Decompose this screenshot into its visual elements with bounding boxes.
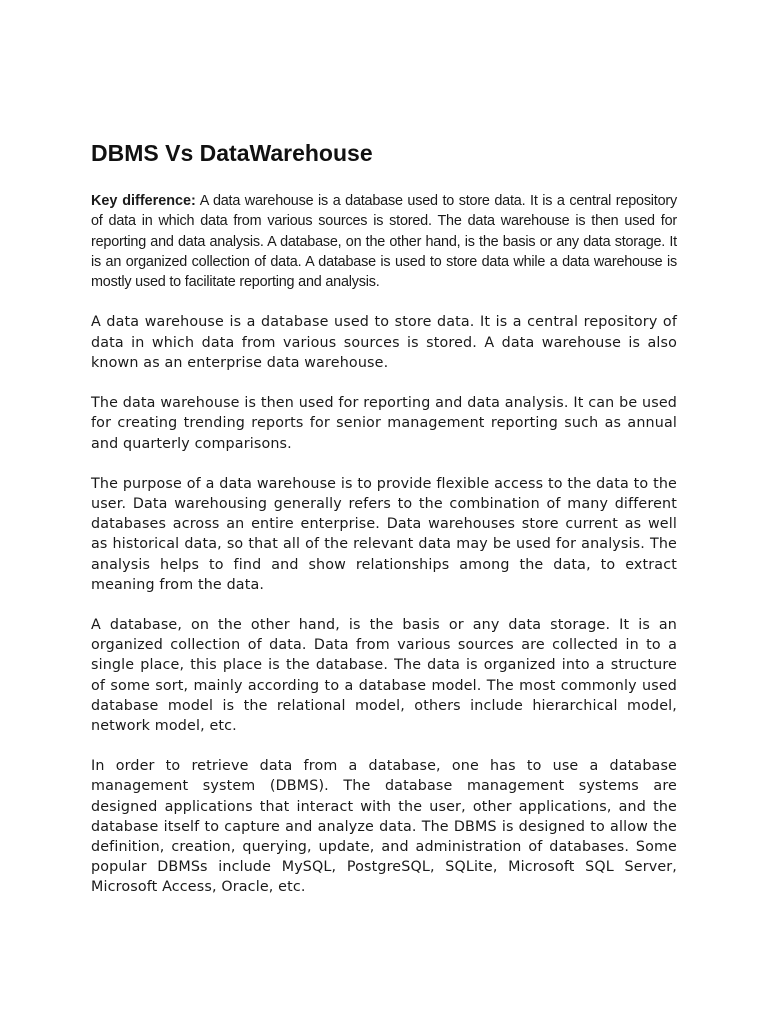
key-difference-label: Key difference:: [91, 193, 196, 209]
body-paragraph: A data warehouse is a database used to store data. It is a central repository of data in which data from various sources is stored. A data warehouse is also known as an enterprise data warehouse.: [91, 314, 677, 371]
body-paragraph: A database, on the other hand, is the basis or any data storage. It is an organized collection of data. Data from various sources are collected in to a single place, this place is the database. The data is organized into a structure of some sort, mainly according to a database model. The most commonly used database model is the relational model, others include hierarchical model, network model, etc.: [91, 616, 677, 734]
document-page: [91, 140, 677, 918]
body-paragraph: In order to retrieve data from a database, one has to use a database management system (DBMS). The database management systems are designed applications that interact with the user, other applications, and the database itself to capture and analyze data. The DBMS is designed to allow the definition, creation, querying, update, and administration of databases. Some popular DBMSs include MySQL, PostgreSQL, SQLite, Microsoft SQL Server, Microsoft Access, Oracle, etc.: [91, 758, 677, 896]
key-difference-paragraph: [91, 191, 677, 292]
body-paragraph: The purpose of a data warehouse is to provide flexible access to the data to the user. Data warehousing generally refers to the combination of many different databases across an entire enterprise. Data warehouses store current as well as historical data, so that all of the relevant data may be used for analysis. The analysis helps to find and show relationships among the data, to extract meaning from the data.: [91, 475, 677, 593]
body-paragraph: The data warehouse is then used for reporting and data analysis. It can be used for creating trending reports for senior management reporting such as annual and quarterly comparisons.: [91, 395, 677, 452]
key-difference-text: A data warehouse is a database used to store data. It is a central repository of data in which data from various sources is stored. The data warehouse is then used for reporting and data analysis. A database, on the other hand, is the basis or any data storage. It is an organized collection of data. A database is used to store data while a data warehouse is mostly used to facilitate reporting and analysis.: [91, 193, 677, 291]
page-title: DBMS Vs DataWarehouse: [91, 140, 373, 166]
